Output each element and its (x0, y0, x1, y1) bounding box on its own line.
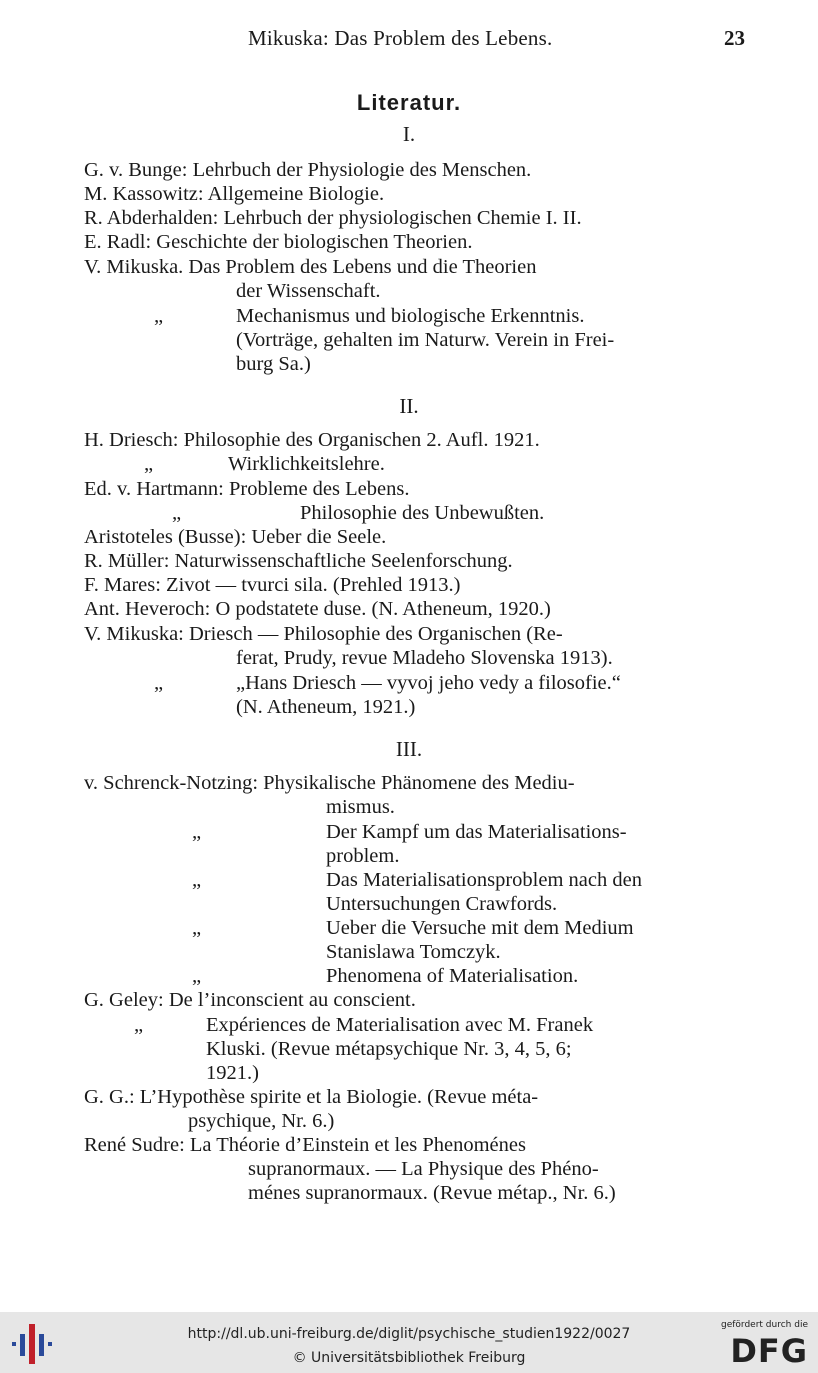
reference-line: burg Sa.) (236, 353, 311, 375)
reference-line: Philosophie des Unbewußten. (300, 502, 545, 524)
reference-line: mismus. (326, 796, 395, 818)
reference-line: G. v. Bunge: Lehrbuch der Physiologie des Menschen. (84, 159, 532, 181)
reference-line: der Wissenschaft. (236, 280, 381, 302)
reference-line: R. Abderhalden: Lehrbuch der physiologischen Chemie I. II. (84, 207, 582, 229)
reference-line: psychique, Nr. 6.) (188, 1110, 335, 1132)
ditto-mark: „ (192, 917, 202, 939)
section-numeral-3: III. (395, 737, 423, 761)
reference-line: F. Mares: Zivot — tvurci sila. (Prehled 1913.) (84, 574, 461, 596)
reference-line: 1921.) (206, 1062, 259, 1084)
reference-line: „Hans Driesch — vyvoj jeho vedy a filosofie.“ (236, 672, 621, 694)
reference-line: Phenomena of Materialisation. (326, 965, 579, 987)
reference-line: Stanislawa Tomczyk. (326, 941, 501, 963)
reference-line: René Sudre: La Théorie d’Einstein et les Phenoménes (84, 1134, 526, 1156)
reference-line: v. Schrenck-Notzing: Physikalische Phänomene des Mediu- (84, 772, 575, 794)
reference-line: Ed. v. Hartmann: Probleme des Lebens. (84, 478, 410, 500)
viewer-footer (0, 1312, 818, 1373)
page-number: 23 (724, 26, 745, 50)
reference-line: G. G.: L’Hypothèse spirite et la Biologie. (Revue méta- (84, 1086, 539, 1108)
reference-line: Ant. Heveroch: O podstatete duse. (N. Atheneum, 1920.) (84, 598, 551, 620)
reference-line: R. Müller: Naturwissenschaftliche Seelenforschung. (84, 550, 513, 572)
reference-line: supranormaux. — La Physique des Phéno- (248, 1158, 599, 1180)
reference-line: ménes supranormaux. (Revue métap., Nr. 6.) (248, 1182, 616, 1204)
reference-line: ferat, Prudy, revue Mladeho Slovenska 1913). (236, 647, 613, 669)
reference-line: (N. Atheneum, 1921.) (236, 696, 416, 718)
reference-line: Ueber die Versuche mit dem Medium (326, 917, 634, 939)
page-header (0, 26, 818, 56)
ditto-mark: „ (144, 453, 154, 475)
reference-line: Untersuchungen Crawfords. (326, 893, 558, 915)
reference-line: Aristoteles (Busse): Ueber die Seele. (84, 526, 387, 548)
reference-line: V. Mikuska: Driesch — Philosophie des Organischen (Re- (84, 623, 563, 645)
reference-line: Der Kampf um das Materialisations- (326, 821, 627, 843)
ditto-mark: „ (172, 502, 182, 524)
reference-line: problem. (326, 845, 400, 867)
ditto-mark: „ (192, 965, 202, 987)
reference-line: H. Driesch: Philosophie des Organischen 2. Aufl. 1921. (84, 429, 540, 451)
reference-line: V. Mikuska. Das Problem des Lebens und die Theorien (84, 256, 537, 278)
document-url-link[interactable]: http://dl.ub.uni-freiburg.de/diglit/psychische_studien1922/0027 (187, 1326, 631, 1342)
reference-line: E. Radl: Geschichte der biologischen Theorien. (84, 231, 473, 253)
ditto-mark: „ (154, 672, 164, 694)
dfg-funding-note: gefördert durch die (721, 1320, 808, 1330)
ditto-mark: „ (134, 1014, 144, 1036)
literature-heading: Literatur. (356, 90, 462, 115)
section-numeral-2: II. (399, 394, 419, 418)
ditto-mark: „ (192, 821, 202, 843)
reference-line: Wirklichkeitslehre. (228, 453, 385, 475)
reference-line: M. Kassowitz: Allgemeine Biologie. (84, 183, 385, 205)
reference-line: Das Materialisationsproblem nach den (326, 869, 642, 891)
reference-line: G. Geley: De l’inconscient au conscient. (84, 989, 416, 1011)
running-title: Mikuska: Das Problem des Lebens. (248, 26, 553, 50)
dfg-logo: DFG (730, 1332, 808, 1370)
reference-line: Mechanismus und biologische Erkenntnis. (236, 305, 585, 327)
copyright-notice: © Universitätsbibliothek Freiburg (292, 1350, 526, 1366)
reference-line: Expériences de Materialisation avec M. Franek (206, 1014, 594, 1036)
section-numeral-1: I. (402, 122, 416, 146)
ditto-mark: „ (192, 869, 202, 891)
reference-line: Kluski. (Revue métapsychique Nr. 3, 4, 5, 6; (206, 1038, 572, 1060)
reference-line: (Vorträge, gehalten im Naturw. Verein in Frei- (236, 329, 615, 351)
ditto-mark: „ (154, 305, 164, 327)
